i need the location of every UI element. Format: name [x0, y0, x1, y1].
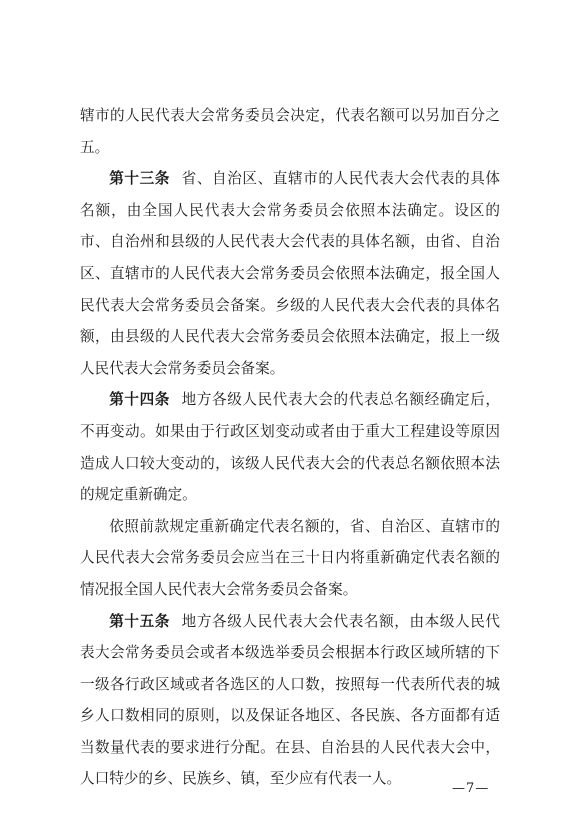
article-14-paragraph-2: [80, 511, 500, 606]
paragraph-text: 地方各级人民代表大会代表名额，由本级人民代表大会常务委员会或者本级选举委员会根据本行政区域所辖的下一级各行政区域或者各选区的人口数，按照每一代表所代表的城乡人口数相同的原则，以及保证各地区、各民族、各方面都有适当数量代表的要求进行分配。在县、自治县的人民代表大会中，人口特少的乡、民族乡、镇，至少应有代表一人。: [80, 612, 500, 788]
paragraph-continuation: [80, 100, 500, 163]
article-label: 第十四条: [109, 391, 170, 409]
document-body: [80, 100, 500, 795]
paragraph-text: 省、自治区、直辖市的人民代表大会代表的具体名额，由全国人民代表大会常务委员会依照本法确定。设区的市、自治州和县级的人民代表大会代表的具体名额，由省、自治区、直辖市的人民代表大会常务委员会依照本法确定，报全国人民代表大会常务委员会备案。乡级的人民代表大会代表的具体名额，由县级的人民代表大会常务委员会依照本法确定，报上一级人民代表大会常务委员会备案。: [80, 170, 500, 377]
article-13: [80, 163, 500, 384]
article-15: [80, 606, 500, 796]
paragraph-text: 依照前款规定重新确定代表名额的，省、自治区、直辖市的人民代表大会常务委员会应当在三十日内将重新确定代表名额的情况报全国人民代表大会常务委员会备案。: [80, 517, 500, 598]
paragraph-text: 地方各级人民代表大会的代表总名额经确定后，不再变动。如果由于行政区划变动或者由于重大工程建设等原因造成人口较大变动的，该级人民代表大会的代表总名额依照本法的规定重新确定。: [80, 391, 500, 504]
article-14: [80, 384, 500, 510]
paragraph-text: 辖市的人民代表大会常务委员会决定，代表名额可以另加百分之五。: [80, 107, 500, 156]
article-label: 第十三条: [109, 170, 170, 188]
page-number: —7—: [452, 781, 490, 796]
article-label: 第十五条: [109, 612, 170, 630]
